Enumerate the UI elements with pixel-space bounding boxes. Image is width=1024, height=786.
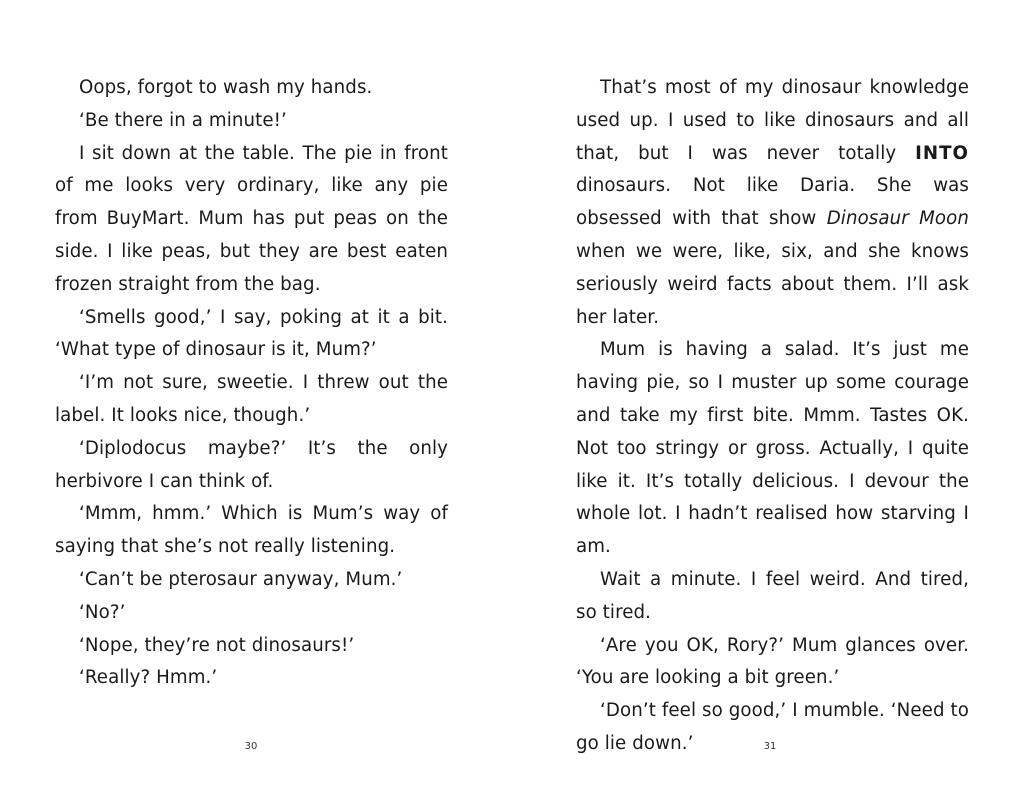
paragraph: Oops, forgot to wash my hands. — [79, 77, 373, 98]
paragraph: ‘I’m not sure, sweetie. I threw out the label. It looks nice, though.’ — [55, 372, 448, 426]
paragraph: ‘Don’t feel so good,’ I mumble. ‘Need to go lie down.’ — [576, 700, 969, 754]
right-page — [512, 0, 1024, 786]
paragraph: I sit down at the table. The pie in front of me looks very ordinary, like any pie from BuyMart. Mum has put peas on the side. I like peas, but they are best eaten frozen straight from the bag. — [55, 142, 448, 295]
emphasis-bold: INTO — [915, 142, 969, 164]
paragraph: ‘Mmm, hmm.’ Which is Mum’s way of saying that she’s not really listening. — [55, 503, 448, 558]
paragraph: ‘Smells good,’ I say, poking at it a bit. ‘What type of dinosaur is it, Mum?’ — [55, 306, 448, 361]
paragraph: ‘Diplodocus maybe?’ It’s the only herbivore I can think of. — [55, 437, 448, 492]
show-title-italic: Dinosaur Moon — [826, 208, 969, 230]
paragraph-text: when we were, like, six, and she knows seriously weird facts about them. I’ll ask her later. — [576, 240, 969, 328]
paragraph: ‘Be there in a minute!’ — [79, 109, 287, 131]
paragraph — [576, 72, 969, 334]
page-number: 30 — [244, 741, 258, 752]
paragraph: ‘Nope, they’re not dinosaurs!’ — [79, 634, 355, 656]
paragraph: ‘No?’ — [79, 601, 126, 623]
paragraph: Mum is having a salad. It’s just me having pie, so I muster up some courage and take my first bite. Mmm. Tastes OK. Not too stringy or gross. Actually, I quite like it. It’s totally delicious. I devour the whole lot. I hadn’t realised how starving I am. — [576, 339, 969, 558]
paragraph: ‘Really? Hmm.’ — [79, 667, 218, 689]
paragraph-text: dinosaurs. Not like Daria. She was obsessed with that show — [576, 175, 969, 230]
paragraph: Wait a minute. I feel weird. And tired, so tired. — [576, 568, 969, 623]
right-page-text — [576, 72, 969, 761]
paragraph: ‘Are you OK, Rory?’ Mum glances over. ‘You are looking a bit green.’ — [576, 634, 969, 689]
paragraph-text: That’s most of my dinosaur knowledge used up. I used to like dinosaurs and all that, but I was never totally — [576, 77, 969, 164]
left-page-text — [55, 72, 448, 695]
page-number: 31 — [763, 741, 777, 752]
paragraph: ‘Can’t be pterosaur anyway, Mum.’ — [79, 568, 403, 590]
